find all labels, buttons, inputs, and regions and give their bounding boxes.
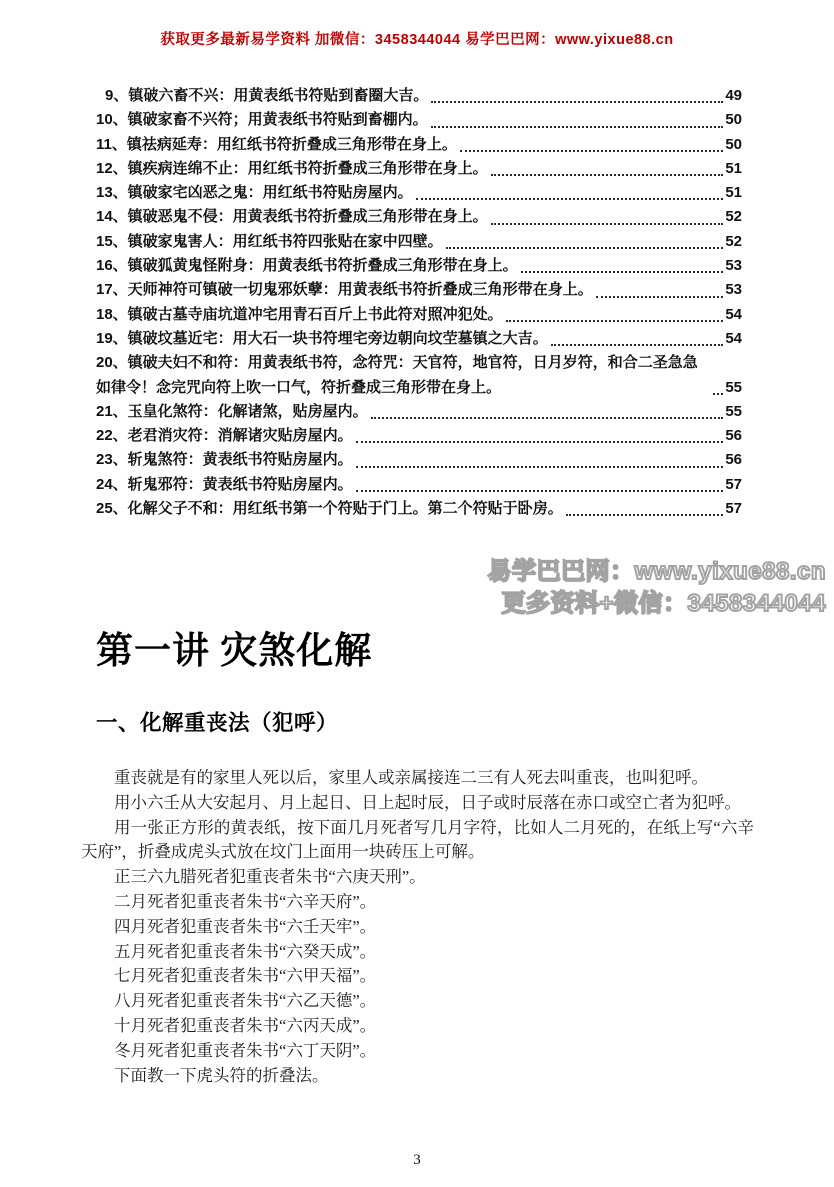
body-paragraph: 用一张正方形的黄表纸，按下面几月死者写几月字符，比如人二月死的，在纸上写“六辛天府”，折叠成虎头式放在坟门上面用一块砖压上可解。 [81,817,754,862]
toc-item-label: 11、镇祛病延寿：用红纸书符折叠成三角形带在身上。 [96,135,457,153]
toc-dotted-leader [446,247,724,249]
toc-dotted-leader [356,466,724,468]
toc-page-number: 53 [725,281,742,299]
toc-item[interactable] [96,497,742,521]
toc-page-number: 55 [725,402,742,420]
promo-header-text: 获取更多最新易学资料 加微信：3458344044 易学巴巴网：www.yixue88.cn [160,32,674,48]
toc-page-number: 54 [725,305,742,323]
toc-page-number: 55 [725,378,742,396]
toc-page-number: 49 [725,87,742,104]
toc-item-label: 23、斩鬼煞符：黄表纸书符贴房屋内。 [96,451,353,469]
toc-item[interactable] [96,181,742,205]
toc-list [96,84,742,521]
body-paragraph: 十月死者犯重丧者朱书“六丙天成”。 [114,1015,377,1035]
toc-item[interactable] [96,133,742,157]
chapter-title: 第一讲 灾煞化解 [96,631,373,672]
body-paragraph: 二月死者犯重丧者朱书“六辛天府”。 [114,891,377,911]
body-paragraph: 用小六壬从大安起月、月上起日、日上起时辰，日子或时辰落在赤口或空亡者为犯呼。 [114,792,741,812]
body-paragraph: 冬月死者犯重丧者朱书“六丁天阴”。 [114,1040,377,1060]
watermark-box [487,556,826,620]
toc-dotted-leader [521,271,724,273]
toc-item[interactable] [96,254,742,278]
toc-page-number: 53 [725,257,742,275]
toc-dotted-leader [416,198,724,200]
toc-dotted-leader [356,441,724,443]
toc-item-label: 21、玉皇化煞符：化解诸煞，贴房屋内。 [96,402,368,420]
toc-item[interactable] [96,327,742,351]
toc-page-number: 57 [725,500,742,518]
toc-dotted-leader [356,490,724,492]
toc-item[interactable] [96,424,742,448]
toc-item[interactable] [96,108,742,132]
toc-item-label: 15、镇破家鬼害人：用红纸书符四张贴在家中四壁。 [96,232,443,250]
toc-item[interactable] [96,473,742,497]
toc-item[interactable] [96,303,742,327]
toc-dotted-leader [506,320,724,322]
toc-item-label: 19、镇破坟墓近宅：用大石一块书符埋宅旁边朝向坟茔墓镇之大吉。 [96,329,548,347]
toc-dotted-leader [460,150,723,152]
toc-item[interactable] [96,278,742,302]
toc-item[interactable] [96,351,742,400]
toc-item[interactable] [96,230,742,254]
toc-item-label: 12、镇疾病连绵不止：用红纸书符折叠成三角形带在身上。 [96,159,488,177]
toc-item-label: 14、镇破恶鬼不侵：用黄表纸书符折叠成三角形带在身上。 [96,208,488,226]
toc-page-number: 57 [725,475,742,493]
body-paragraph: 七月死者犯重丧者朱书“六甲天福”。 [114,966,377,986]
watermark-site-line: 易学巴巴网：www.yixue88.cn [487,558,826,585]
body-paragraph: 正三六九腊死者犯重丧者朱书“六庚天刑”。 [114,867,426,887]
body-paragraph: 四月死者犯重丧者朱书“六壬天牢”。 [114,916,377,936]
toc-dotted-leader [491,223,724,225]
toc-page-number: 50 [725,111,742,129]
toc-page-number: 51 [725,184,742,202]
toc-dotted-leader [491,174,724,176]
toc-page-number: 56 [725,451,742,469]
body-paragraph: 下面教一下虎头符的折叠法。 [114,1065,329,1085]
toc-dotted-leader [431,101,723,103]
section-heading: 一、化解重丧法（犯呼） [96,711,339,735]
toc-page-number: 51 [725,159,742,177]
toc-dotted-leader [566,514,724,516]
toc-page-number: 56 [725,427,742,445]
toc-item-label: 16、镇破狐黄鬼怪附身：用黄表纸书符折叠成三角形带在身上。 [96,257,518,275]
toc-item-label: 18、镇破古墓寺庙坑道冲宅用青石百斤上书此符对照冲犯处。 [96,305,503,323]
toc-item[interactable] [96,448,742,472]
toc-page-number: 52 [725,232,742,250]
toc-item-label: 13、镇破家宅凶恶之鬼：用红纸书符贴房屋内。 [96,184,413,202]
toc-dotted-leader [596,296,724,298]
page-number: 3 [413,1152,421,1168]
toc-item-label: 20、镇破夫妇不和符：用黄表纸书符，念符咒：天官符，地官符，日月岁符，和合二圣急急如律令！念完咒向符上吹一口气，符折叠成三角形带在身上。 [96,354,698,396]
toc-page-number: 52 [725,208,742,226]
toc-item-label: 24、斩鬼邪符：黄表纸书符贴房屋内。 [96,475,353,493]
body-paragraph: 五月死者犯重丧者朱书“六癸天成”。 [114,941,377,961]
body-paragraph: 八月死者犯重丧者朱书“六乙天德”。 [114,991,377,1011]
body-paragraph: 重丧就是有的家里人死以后，家里人或亲属接连二三有人死去叫重丧，也叫犯呼。 [114,768,708,787]
toc-item[interactable] [96,400,742,424]
toc-item[interactable] [96,157,742,181]
toc-item-label: 10、镇破家畜不兴符；用黄表纸书符贴到畜棚内。 [96,111,428,129]
toc-item[interactable] [96,205,742,229]
toc-item-label: 22、老君消灾符：消解诸灾贴房屋内。 [96,427,353,445]
toc-item-label: 17、天师神符可镇破一切鬼邪妖孽：用黄表纸书符折叠成三角形带在身上。 [96,281,593,299]
toc-dotted-leader [371,417,724,419]
toc-item-label: 25、化解父子不和：用红纸书第一个符贴于门上。第二个符贴于卧房。 [96,500,563,518]
toc-page-number: 54 [725,329,742,347]
toc-dotted-leader [431,126,724,128]
toc-dotted-leader [551,344,724,346]
toc-item-label: 9、镇破六畜不兴：用黄表纸书符贴到畜圈大吉。 [105,87,429,104]
toc-page-number: 50 [725,135,742,153]
watermark-wechat-line: 更多资料+微信：3458344044 [501,590,826,617]
toc-item[interactable] [96,84,742,108]
body-paragraphs [81,766,754,1088]
toc-dotted-leader [713,393,723,395]
